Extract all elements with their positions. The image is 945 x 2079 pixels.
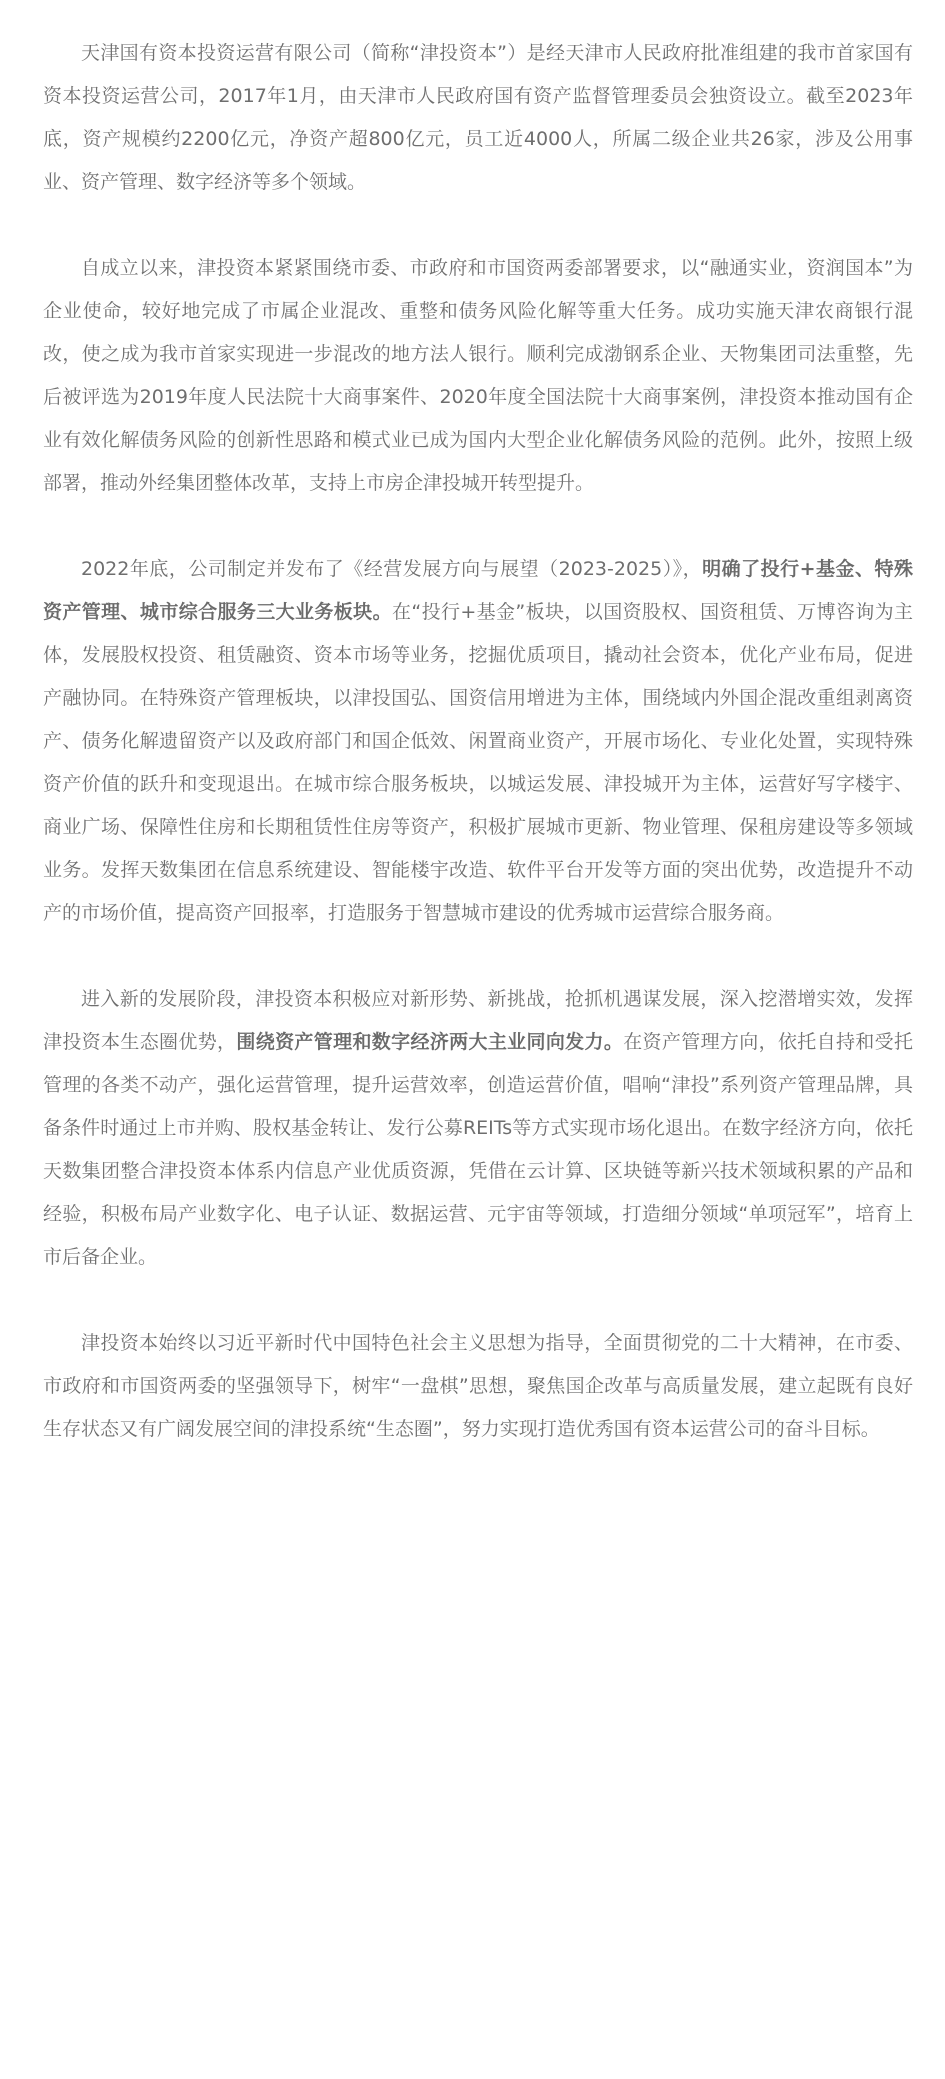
paragraph-development [43,978,913,1279]
paragraph-spacer [43,505,913,548]
paragraph-text: 进入新的发展阶段，津投资本积极应对新形势、新挑战，抢抓机遇谋发展，深入挖潜增实效，发挥津投资本生态圈优势， [43,988,913,1053]
paragraph-text: 天津国有资本投资运营有限公司（简称“津投资本”）是经天津市人民政府批准组建的我市首家国有资本投资运营公司，2017年1月，由天津市人民政府国有资产监督管理委员会独资设立。截至2023年底，资产规模约2200亿元，净资产超800亿元，员工近4000人，所属二级企业共26家，涉及公用事业、资产管理、数字经济等多个领域。 [43,42,913,193]
paragraph-text: 自成立以来，津投资本紧紧围绕市委、市政府和市国资两委部署要求，以“融通实业，资润国本”为企业使命，较好地完成了市属企业混改、重整和债务风险化解等重大任务。成功实施天津农商银行混改，使之成为我市首家实现进一步混改的地方法人银行。顺利完成渤钢系企业、天物集团司法重整，先后被评选为2019年度人民法院十大商事案件、2020年度全国法院十大商事案例，津投资本推动国有企业有效化解债务风险的创新性思路和模式业已成为国内大型企业化解债务风险的范例。此外，按照上级部署，推动外经集团整体改革，支持上市房企津投城开转型提升。 [43,257,913,494]
paragraph-text: 津投资本始终以习近平新时代中国特色社会主义思想为指导，全面贯彻党的二十大精神，在市委、市政府和市国资两委的坚强领导下，树牢“一盘棋”思想，聚焦国企改革与高质量发展，建立起既有良好生存状态又有广阔发展空间的津投系统“生态圈”，努力实现打造优秀国有资本运营公司的奋斗目标。 [43,1332,913,1440]
paragraph-intro [43,32,913,204]
paragraph-text: 2022年底，公司制定并发布了《经营发展方向与展望（2023-2025）》， [81,558,703,580]
paragraph-spacer [43,1279,913,1322]
paragraph-highlight: 围绕资产管理和数字经济两大主业同向发力。 [236,1031,624,1053]
paragraph-guiding-principle [43,1322,913,1451]
paragraph-business-segments [43,548,913,935]
article-body [43,32,913,1451]
paragraph-highlight: 明确了投行+基金、特殊资产管理、城市综合服务三大业务板块。 [43,558,913,623]
paragraph-text: 在“投行+基金”板块，以国资股权、国资租赁、万博咨询为主体，发展股权投资、租赁融资、资本市场等业务，挖掘优质项目，撬动社会资本，优化产业布局，促进产融协同。在特殊资产管理板块，以津投国弘、国资信用增进为主体，围绕域内外国企混改重组剥离资产、债务化解遗留资产以及政府部门和国企低效、闲置商业资产，开展市场化、专业化处置，实现特殊资产价值的跃升和变现退出。在城市综合服务板块，以城运发展、津投城开为主体，运营好写字楼宇、商业广场、保障性住房和长期租赁性住房等资产，积极扩展城市更新、物业管理、保租房建设等多领域业务。发挥天数集团在信息系统建设、智能楼宇改造、软件平台开发等方面的突出优势，改造提升不动产的市场价值，提高资产回报率，打造服务于智慧城市建设的优秀城市运营综合服务商。 [43,601,913,924]
paragraph-spacer [43,935,913,978]
paragraph-spacer [43,204,913,247]
paragraph-text: 在资产管理方向，依托自持和受托管理的各类不动产，强化运营管理，提升运营效率，创造运营价值，唱响“津投”系列资产管理品牌，具备条件时通过上市并购、股权基金转让、发行公募REITs等方式实现市场化退出。在数字经济方向，依托天数集团整合津投资本体系内信息产业优质资源，凭借在云计算、区块链等新兴技术领域积累的产品和经验，积极布局产业数字化、电子认证、数据运营、元宇宙等领域，打造细分领域“单项冠军”，培育上市后备企业。 [43,1031,913,1268]
paragraph-achievements [43,247,913,505]
